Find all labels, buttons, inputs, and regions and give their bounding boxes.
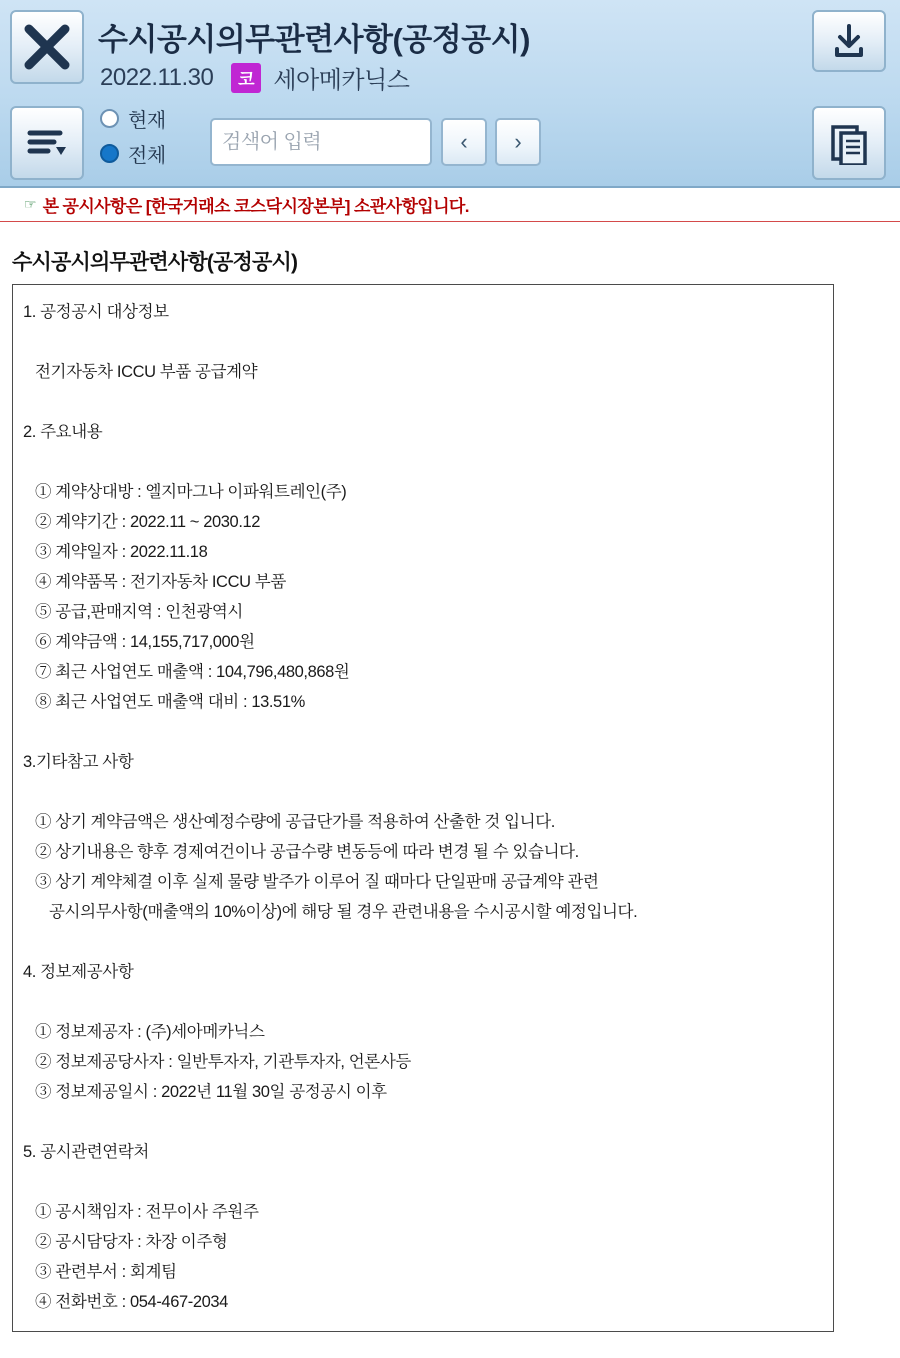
document-line: ③ 상기 계약체결 이후 실제 물량 발주가 이루어 질 때마다 단일판매 공급계약 관련	[35, 873, 599, 891]
list-menu-icon	[24, 123, 70, 163]
close-button[interactable]	[10, 10, 84, 84]
document-title: 수시공시의무관련사항(공정공시)	[12, 251, 298, 274]
document-line: ③ 관련부서 : 회계팀	[35, 1263, 177, 1281]
document-line: ⑦ 최근 사업연도 매출액 : 104,796,480,868원	[35, 663, 350, 681]
radio-dot-all[interactable]	[100, 144, 119, 163]
document-blank-line	[13, 1167, 833, 1197]
document-line: ③ 정보제공일시 : 2022년 11월 30일 공정공시 이후	[35, 1083, 387, 1101]
document-blank-line	[13, 927, 833, 957]
notice-text: 본 공시사항은 [한국거래소 코스닥시장본부] 소관사항입니다.	[42, 197, 469, 216]
company-name: 세아메카닉스	[273, 67, 410, 94]
document-line: 2. 주요내용	[23, 423, 103, 441]
document-line: ② 상기내용은 향후 경제여건이나 공급수량 변동등에 따라 변경 될 수 있습니다.	[35, 843, 579, 861]
document-blank-line	[13, 327, 833, 357]
document-line: ⑤ 공급,판매지역 : 인천광역시	[35, 603, 243, 621]
document-line: ② 정보제공당사자 : 일반투자자, 기관투자자, 언론사등	[35, 1053, 411, 1071]
document-line: 4. 정보제공사항	[23, 963, 134, 981]
document-line: 1. 공정공시 대상정보	[23, 303, 169, 321]
download-icon	[829, 21, 869, 61]
document-blank-line	[13, 447, 833, 477]
document-blank-line	[13, 987, 833, 1017]
pointing-hand-icon: ☞	[24, 196, 37, 212]
close-x-icon	[21, 21, 73, 73]
document-line: ① 상기 계약금액은 생산예정수량에 공급단가를 적용하여 산출한 것 입니다.	[35, 813, 555, 831]
radio-label-all: 전체	[128, 145, 166, 167]
radio-option-current[interactable]	[100, 104, 166, 133]
prev-button[interactable]: ‹	[441, 118, 487, 166]
document-line: 3.기타참고 사항	[23, 753, 134, 771]
document-blank-line	[13, 777, 833, 807]
app-header	[0, 0, 900, 188]
document-line: ① 공시책임자 : 전무이사 주원주	[35, 1203, 259, 1221]
market-badge: 코	[231, 63, 261, 93]
menu-button[interactable]	[10, 106, 84, 180]
document-line: 전기자동차 ICCU 부품 공급계약	[35, 363, 258, 381]
document-blank-line	[13, 717, 833, 747]
document-blank-line	[13, 1107, 833, 1137]
document-line: ⑥ 계약금액 : 14,155,717,000원	[35, 633, 255, 651]
radio-label-current: 현재	[128, 110, 166, 132]
document-copy-icon	[827, 121, 871, 165]
document-line: ① 계약상대방 : 엘지마그나 이파워트레인(주)	[35, 483, 347, 501]
header-subrow	[100, 60, 409, 95]
document-line: ③ 계약일자 : 2022.11.18	[35, 543, 208, 561]
document-line: ② 공시담당자 : 차장 이주형	[35, 1233, 228, 1251]
document-line: ⑧ 최근 사업연도 매출액 대비 : 13.51%	[35, 693, 305, 711]
notice-bar	[0, 188, 900, 222]
document-line: ① 정보제공자 : (주)세아메카닉스	[35, 1023, 265, 1041]
document-blank-line	[13, 387, 833, 417]
search-box[interactable]	[210, 118, 432, 166]
radio-dot-current[interactable]	[100, 109, 119, 128]
download-button[interactable]	[812, 10, 886, 72]
document-body	[12, 284, 834, 1332]
disclosure-date: 2022.11.30	[100, 63, 214, 91]
document-line: ④ 계약품목 : 전기자동차 ICCU 부품	[35, 573, 286, 591]
next-button[interactable]: ›	[495, 118, 541, 166]
document-line: 공시의무사항(매출액의 10%이상)에 해당 될 경우 관련내용을 수시공시할 예정입니다.	[49, 903, 638, 921]
document-line: 5. 공시관련연락처	[23, 1143, 149, 1161]
radio-option-all[interactable]	[100, 139, 166, 168]
document-line: ② 계약기간 : 2022.11 ~ 2030.12	[35, 513, 261, 531]
page-title: 수시공시의무관련사항(공정공시)	[98, 22, 530, 57]
document-copy-button[interactable]	[812, 106, 886, 180]
document-line: ④ 전화번호 : 054-467-2034	[35, 1293, 228, 1311]
scope-radio-group[interactable]	[100, 104, 166, 168]
